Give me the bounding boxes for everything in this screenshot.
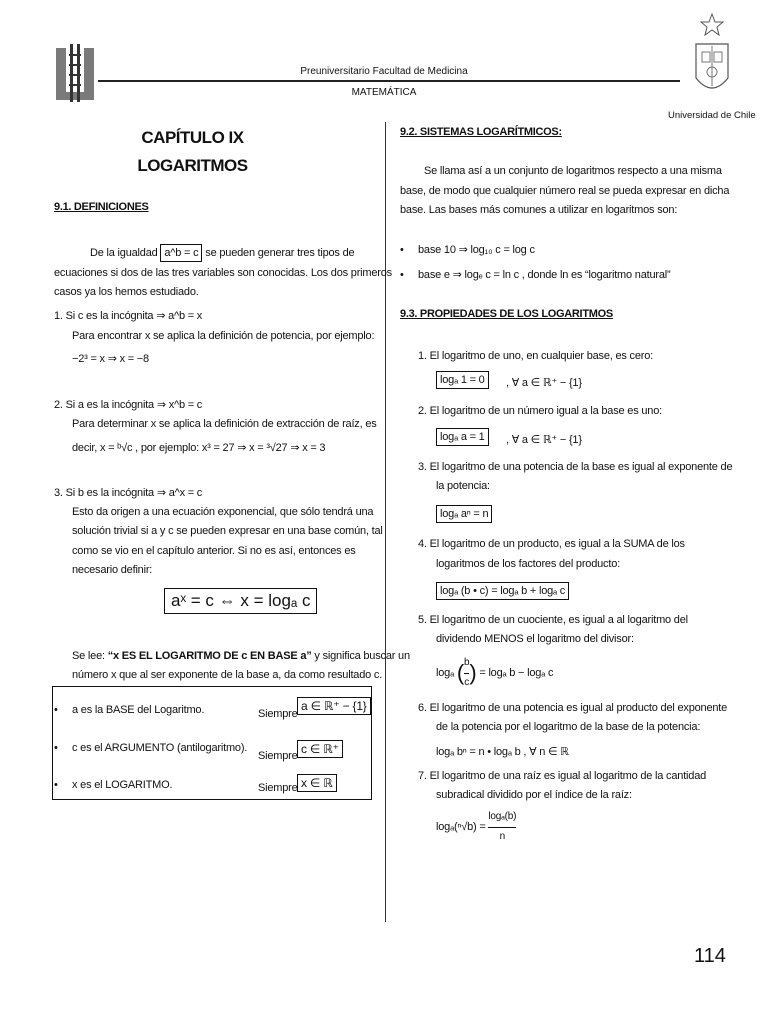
prop-5-paren-close: ) [469,659,477,685]
se-lee-line1 [72,647,410,666]
s92-bullet-base-e: • base e ⇒ logₑ c = ln c , donde ln es “logaritmo natural” [418,266,671,285]
chapter-title: CAPÍTULO IX [141,128,244,147]
intro-line1 [90,244,354,263]
def-item-base-siempre: Siempre [258,708,298,720]
page-number: 114 [694,945,726,967]
se-lee-text-a: Se lee: [72,650,108,662]
university-seal-logo [690,12,734,104]
prop-5-lhs: logₐ [436,666,454,679]
prop-2-equation-box: logₐ a = 1 [436,428,489,446]
logarithm-definition-box: aˣ = c ⇔ x = logₐ c [164,588,317,614]
se-lee-line2: número x que al ser exponente de la base a, da como resultado c. [72,669,383,681]
prop-6-equation: logₐ bⁿ = n • logₐ b , ∀ n ∈ ℝ [436,746,569,758]
intro-text-a: De la igualdad [90,247,158,259]
header-line2: MATEMÁTICA [351,87,417,98]
intro-line3: casos ya los hemos estudiado. [54,286,199,298]
prop-3-text-line1: 3. El logaritmo de una potencia de la base es igual al exponente de [418,461,733,473]
prop-5-denominator: c [464,676,470,688]
prop-4-equation-box: logₐ (b • c) = logₐ b + logₐ c [436,582,569,600]
case-3-line4: necesario definir: [72,564,153,576]
def-item-base-condition: a ∈ ℝ⁺ − {1} [297,697,371,715]
case-2-line1: Para determinar x se aplica la definición de extracción de raíz, es [72,418,377,430]
prop-3-text-line2: la potencia: [436,480,490,492]
prop-6-text-line2: de la potencia por el logaritmo de la base de la potencia: [436,721,701,733]
case-3-heading: 3. Si b es la incógnita ⇒ a^x = c [54,487,203,499]
case-3-line2: solución trivial si a y c se pueden expresar en una base común, tal [72,525,383,537]
university-name: Universidad de Chile [668,110,756,121]
def-item-base: • a es la BASE del Logaritmo. [72,701,204,720]
prop-5-numerator: b [464,654,469,674]
prop-4-text-line2: logaritmos de los factores del producto: [436,558,620,570]
def-item-logarithm: • x es el LOGARITMO. [72,776,172,795]
prop-1-condition: , ∀ a ∈ ℝ⁺ − {1} [506,377,582,389]
prop-7-text-line2: subradical dividido por el índice de la raíz: [436,789,632,801]
prop-1-equation-box: logₐ 1 = 0 [436,371,489,389]
s92-line3: base. Las bases más comunes a utilizar en logaritmos son: [400,204,678,216]
column-divider [385,122,386,922]
prop-5-paren-open: ( [456,659,464,685]
se-lee-text-c: y significa buscar un [311,650,410,662]
section-9-1-title: 9.1. DEFINICIONES [54,201,149,213]
case-2-line2: decir, x = ᵇ√c , por ejemplo: x³ = 27 ⇒ x = ³√27 ⇒ x = 3 [72,442,326,454]
def-item-logarithm-condition: x ∈ ℝ [297,774,337,792]
def-item-argument: • c es el ARGUMENTO (antilogaritmo). [72,739,247,758]
chapter-subtitle: LOGARITMOS [137,156,248,175]
def-item-argument-siempre: Siempre [258,750,298,762]
prop-1-text: 1. El logaritmo de uno, en cualquier base, es cero: [418,350,654,362]
prop-7-lhs: logₐ(ⁿ√b) = [436,820,486,833]
prop-7-equation [436,808,516,846]
prop-5-equation [436,654,553,692]
prop-7-denominator: n [499,830,506,842]
prop-6-text-line1: 6. El logaritmo de una potencia es igual al producto del exponente [418,702,728,714]
prop-7-numerator: logₐ(b) [488,808,516,828]
s92-line2: base, de modo que cualquier número real se pueda expresar en dicha [400,185,730,197]
def-item-argument-condition: c ∈ ℝ⁺ [297,740,343,758]
prop-7-fraction [488,808,516,846]
case-2-heading: 2. Si a es la incógnita ⇒ x^b = c [54,399,203,411]
s92-bullet-base10: • base 10 ⇒ log₁₀ c = log c [418,241,535,260]
intro-equation-box: a^b = c [160,244,202,262]
case-1-line2: −2³ = x ⇒ x = −8 [72,353,149,365]
prop-5-text-line1: 5. El logaritmo de un cuociente, es igual a al logaritmo del [418,614,688,626]
case-1-heading: 1. Si c es la incógnita ⇒ a^b = x [54,310,203,322]
prop-7-text-line1: 7. El logaritmo de una raíz es igual al logaritmo de la cantidad [418,770,707,782]
intro-line2: ecuaciones si dos de las tres variables son conocidas. Los dos primeros [54,267,392,279]
s92-line1: Se llama así a un conjunto de logaritmos respecto a una misma [424,165,722,177]
se-lee-bold: “x ES EL LOGARITMO DE c EN BASE a” [107,650,312,662]
prop-5-text-line2: dividendo MENOS el logaritmo del divisor: [436,633,634,645]
prop-3-equation-box: logₐ aⁿ = n [436,505,492,523]
header-line1: Preuniversitario Facultad de Medicina [300,66,468,77]
prop-4-text-line1: 4. El logaritmo de un producto, es igual a la SUMA de los [418,538,685,550]
prop-5-rhs: = logₐ b − logₐ c [479,666,554,679]
header-rule [98,80,680,82]
section-9-2-title: 9.2. SISTEMAS LOGARÍTMICOS: [400,126,562,138]
case-1-line1: Para encontrar x se aplica la definición de potencia, por ejemplo: [72,330,375,342]
case-3-line1: Esto da origen a una ecuación exponencial, que sólo tendrá una [72,506,374,518]
case-3-line3: como se vio en el capítulo anterior. Si no es así, entonces es [72,545,356,557]
prop-2-condition: , ∀ a ∈ ℝ⁺ − {1} [506,434,582,446]
def-item-logarithm-siempre: Siempre [258,782,298,794]
section-9-3-title: 9.3. PROPIEDADES DE LOS LOGARITMOS [400,308,613,320]
intro-text-b: se pueden generar tres tipos de [205,247,355,259]
prop-2-text: 2. El logaritmo de un número igual a la base es uno: [418,405,662,417]
